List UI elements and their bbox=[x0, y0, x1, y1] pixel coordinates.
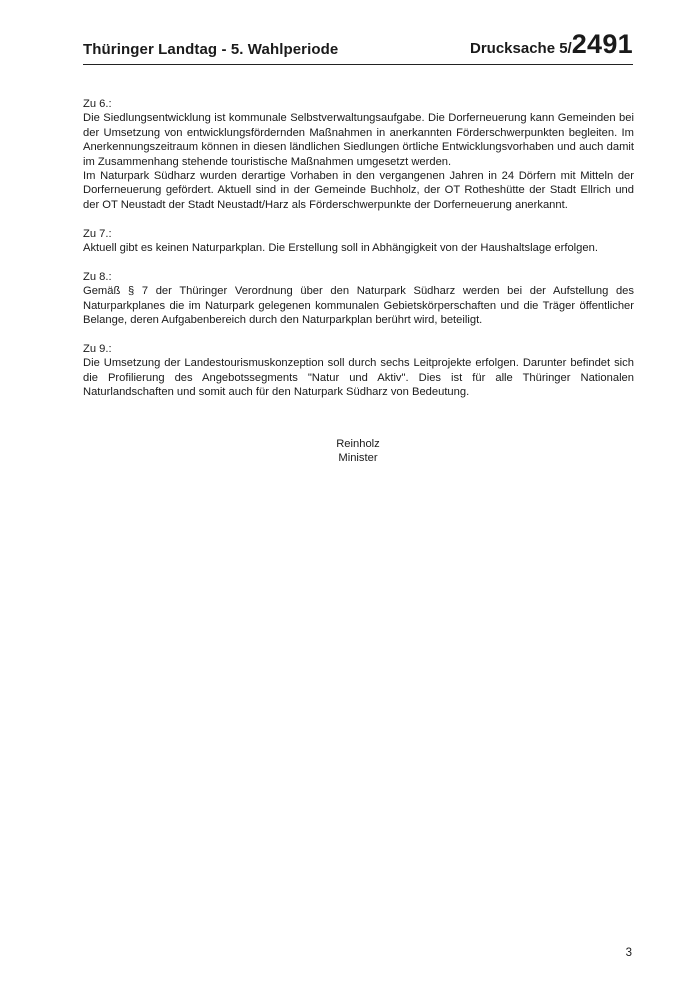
document-body bbox=[83, 97, 634, 414]
section-paragraph: Die Siedlungsentwicklung ist kommunale Selbstverwaltungsaufgabe. Die Dorferneuerung kann Gemeinden bei der Umsetzung von entwicklungsfördernden Maßnahmen in anerkannten Förderschwerpunkten begleiten. Im Anerkennungszeitraum können in diesen ländlichen Siedlungen örtliche Entwicklungsvorhaben und auch damit im Zusammenhang stehende touristische Maßnahmen umgesetzt werden. bbox=[83, 112, 634, 168]
answer-section-9 bbox=[83, 342, 634, 400]
answer-section-6 bbox=[83, 97, 634, 212]
answer-section-7 bbox=[83, 227, 634, 256]
signature-block bbox=[0, 437, 700, 466]
parliament-title: Thüringer Landtag - 5. Wahlperiode bbox=[83, 41, 339, 58]
signatory-title: Minister bbox=[338, 452, 378, 465]
document-reference bbox=[470, 29, 633, 60]
section-paragraph: Die Umsetzung der Landestourismuskonzeption soll durch sechs Leitprojekte erfolgen. Darunter befindet sich die Profilierung des Angebotssegments "Natur und Aktiv". Dies ist für alle Thüringer Nationalen Naturlandschaften und somit auch für den Naturpark Südharz von Bedeutung. bbox=[83, 357, 634, 399]
document-label: Drucksache 5/ bbox=[470, 40, 572, 57]
answer-section-8 bbox=[83, 270, 634, 328]
section-heading: Zu 7.: bbox=[83, 227, 112, 240]
section-paragraph: Im Naturpark Südharz wurden derartige Vorhaben in den vergangenen Jahren in 24 Dörfern mit Mitteln der Dorferneuerung gefördert. Aktuell sind in der Gemeinde Buchholz, der OT Rotheshütte der Stadt Ellrich und der OT Neustadt der Stadt Neustadt/Harz als Förderschwerpunkte der Dorferneuerung anerkannt. bbox=[83, 170, 634, 211]
page-number: 3 bbox=[625, 947, 632, 959]
section-paragraph: Aktuell gibt es keinen Naturparkplan. Die Erstellung soll in Abhängigkeit von der Haushaltslage erfolgen. bbox=[83, 242, 598, 255]
document-number: 2491 bbox=[571, 29, 633, 59]
section-heading: Zu 8.: bbox=[83, 270, 112, 283]
section-heading: Zu 9.: bbox=[83, 342, 112, 355]
signatory-name: Reinholz bbox=[336, 438, 380, 450]
section-paragraph: Gemäß § 7 der Thüringer Verordnung über den Naturpark Südharz werden bei der Aufstellung des Naturparkplanes die im Naturpark gelegenen kommunalen Gebietskörperschaften und die Träger öffentlicher Belange, deren Aufgabenbereich durch den Naturparkplan berührt wird, beteiligt. bbox=[83, 285, 634, 327]
section-heading: Zu 6.: bbox=[83, 98, 112, 110]
page-header bbox=[83, 30, 633, 65]
